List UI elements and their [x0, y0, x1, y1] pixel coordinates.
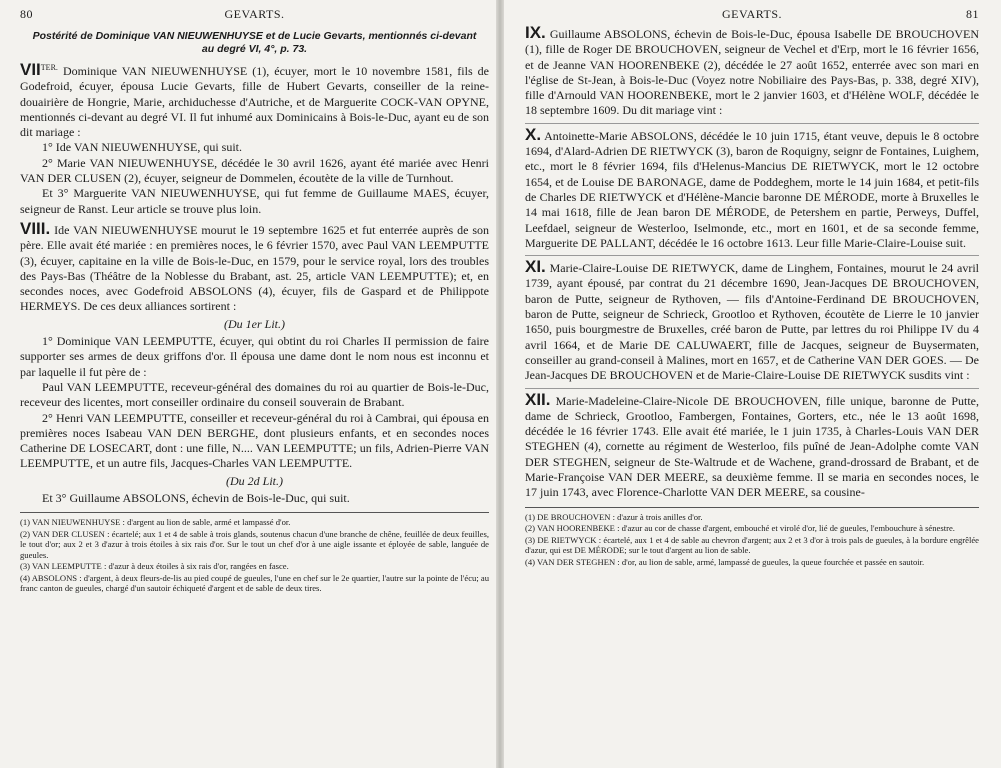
paragraph-degree-viii — [20, 218, 489, 315]
paragraph-text: Dominique VAN NIEUWENHUYSE (1), écuyer, mort le 10 novembre 1581, fils de Godefroid, écuyer, épousa Lucie Gevarts, fille de Hubert Gevarts, conseiller de la reine-douairière de Hongrie, Marie, archiduchesse d'Autriche, et de Marguerite COCK-VAN OPYNE, mentionnés ci-devant au degré VI. Il fut inhumé aux Dominicains à Bois-le-Duc, ayant eu de son dit mariage : — [20, 64, 490, 140]
marriage-label: (Du 2d Lit.) — [226, 473, 283, 488]
marriage-label: (Du 1er Lit.) — [224, 316, 285, 331]
footnote-rule — [525, 507, 979, 508]
right-page — [503, 0, 1001, 768]
footnote: (3) DE RIETWYCK : écartelé, aux 1 et 4 de sable au chevron d'argent; aux 2 et 3 d'or à trois pals de gueules, à la bordure engrêlée d'azur, qui est DE MÉRODE; sur le tout d'argent au lion de sable. — [525, 534, 979, 556]
child-entry: 1° Dominique VAN LEEMPUTTE, écuyer, qui obtint du roi Charles II permission de faire supporter ses armes de deux griffons d'or. Il épousa une dame dont le nom nous est inconnu et par laquelle il fut père de : — [20, 334, 489, 379]
left-running-title: GEVARTS. — [224, 7, 285, 21]
child-entry: Et 3° Marguerite VAN NIEUWENHUYSE, qui fut femme de Guillaume MAES, écuyer, seigneur de Ranst. Leur article se trouve plus loin. — [20, 186, 489, 216]
paragraph-text: Marie-Madeleine-Claire-Nicole DE BROUCHOVEN, fille unique, baronne de Putte, dame de Schrieck, Grootloo, Fambergen, Fontaines, Gorters, etc., née le 13 août 1698, décédée le 16 février 1743. Elle avait été mariée, le 1 juin 1735, à Charles-Louis VAN DER STEGHEN (4), cornette au régiment de Westerloo, fils puîné de Jean-Adolphe comte VAN DER STEGHEN, seigneur de Ste-Waltrude et de Wachene, grand-drossard de Brabant, et de Marie-Françoise VAN DER MEERE, sa deuxième femme. Il se maria en secondes noces, le 17 juin 1743, avec Florence-Charlotte VAN DER MEERE, sa cousine- — [525, 393, 979, 500]
child-entry: 1° Ide VAN NIEUWENHUYSE, qui suit. — [42, 140, 243, 155]
paragraph-text: Antoinette-Marie ABSOLONS, décédée le 10 juin 1715, étant veuve, depuis le 8 octobre 1694, d'Alard-Adrien DE RIETWYCK (3), baron de Roquigny, seignr de Fontaines, Luighem, etc., mort le 8 février 1694, fils d'Helenus-Mancius DE RIETWYCK, mort le 12 octobre 1654, et de Louise DE BARONAGE, dame de Poddeghem, morte le 14 juin 1684, et petit-fils de Charles DE RIETWYCK et d'Hélène-Mancie baronne DE MÉRODE, morte à Bruxelles le 14 mai 1618, fille de Jean baron DE MÉRODE, de Petershem en partie, Perweys, Duffel, Leefdael, seigneur de Westerloo, Iselmonde, etc., mort en 1601, et de sa seconde femme, Marguerite DE PALLANT, décédée le 16 octobre 1613. Leur fille Marie-Claire-Louise suit. — [525, 128, 980, 250]
right-footnotes — [525, 512, 979, 568]
footnote: (4) ABSOLONS : d'argent, à deux fleurs-de-lis au pied coupé de gueules, l'une en chef sur le 2e quartier, l'autre sur la pointe de l'écu; au franc canton de gueules, chargé d'un sautoir échiqueté d'argent et de sable de deux tires. — [20, 572, 489, 594]
child-entry: Et 3° Guillaume ABSOLONS, échevin de Bois-le-Duc, qui suit. — [42, 491, 350, 506]
child-entry: 2° Henri VAN LEEMPUTTE, conseiller et receveur-général du roi à Cambrai, qui épousa en premières noces Isabeau VAN DEN BERGHE, dont plusieurs enfants, et en secondes noces Catherine DE LOSECART, dont : une fille, N.... VAN LEEMPUTTE; un fils, Adrien-Pierre VAN LEEMPUTTE, et un autre fils, Jacques-Charles VAN LEEMPUTTE. — [20, 410, 489, 471]
paragraph-separator — [525, 388, 979, 389]
right-page-number: 81 — [966, 7, 979, 21]
paragraph-separator — [525, 123, 979, 124]
degree-marker: X. — [525, 124, 542, 144]
footnote: (1) VAN NIEUWENHUYSE : d'argent au lion de sable, armé et lampassé d'or. — [20, 517, 291, 528]
paragraph-degree-x — [525, 124, 980, 251]
right-running-head — [525, 4, 979, 26]
paragraph-text: Guillaume ABSOLONS, échevin de Bois-le-Duc, épousa Isabelle DE BROUCHOVEN (1), fille de Roger DE BROUCHOVEN, seigneur de Vechel et d'Erp, mort le 16 février 1656, et de Jeanne VAN HOORENBEKE (2), décédée le 27 août 1652, enterrée avec son mari en l'église de St-Jean, à Bois-le-Duc (Voyez notre Nobiliaire des Pays-Bas, p. 338, degré XIV), fille d'Arnould VAN HOORENBEKE, mort le 2 janvier 1603, et d'Hélène WOLF, décédée le 18 septembre 1609. Du dit mariage vint : — [525, 27, 980, 118]
footnote: (2) VAN DER CLUSEN : écartelé; aux 1 et 4 de sable à trois glands, soutenus chacun d'une branche de chêne, feuillée de deux feuilles, le tout d'or; aux 2 et 3 d'azur à trois étoiles à six rais d'or. Sur le tout un chef d'or à une aigle issante et éployée de sable, languée de gueules. — [20, 528, 489, 560]
degree-marker: XII. — [525, 389, 551, 409]
right-running-title: GEVARTS. — [721, 7, 783, 21]
footnote: (2) VAN HOORENBEKE : d'azur au cor de chasse d'argent, embouché et virolé d'or, lié de gueules, l'embouchure à sénestre. — [525, 523, 955, 534]
paragraph-degree-vii-ter — [20, 60, 489, 140]
child-entry: Paul VAN LEEMPUTTE, receveur-général des domaines du roi au quartier de Bois-le-Duc, receveur des licentes, mort conseiller ordinaire du conseil souverain de Brabant. — [20, 379, 489, 410]
left-footnotes — [20, 517, 489, 594]
left-page-number: 80 — [20, 7, 33, 21]
paragraph-degree-xi — [525, 257, 980, 383]
paragraph-degree-ix — [525, 23, 980, 119]
left-page — [0, 0, 497, 768]
footnote: (1) DE BROUCHOVEN : d'azur à trois anilles d'or. — [525, 511, 703, 522]
degree-marker: XI. — [525, 257, 546, 277]
paragraph-degree-xii — [525, 389, 979, 501]
footnote-rule — [20, 512, 489, 513]
paragraph-text: Ide VAN NIEUWENHUYSE mourut le 19 septembre 1625 et fut enterrée auprès de son père. Elle avait été mariée : en premières noces, le 6 février 1570, avec Paul VAN LEEMPUTTE (3), écuyer, capitaine en la ville de Bois-le-Duc, en 1579, pour le service royal, lors des troubles des Pays-Bas (Théâtre de la Noblesse du Brabant, ast. 25, article VAN LEEMPUTTE); et, en secondes noces, avec Godefroid ABSOLONS (4), écuyer, fils de Gaspard et de Philippote HERMEYS. De ces deux alliances sortirent : — [20, 222, 489, 314]
child-entry: 2° Marie VAN NIEUWENHUYSE, décédée le 30 avril 1626, ayant été mariée avec Henri VAN DER CLUSEN (2), écuyer, seigneur de Dommelen, écoutète de la ville de Turnhout. — [20, 155, 489, 186]
paragraph-separator — [525, 255, 979, 256]
degree-superscript: TER. — [40, 63, 58, 72]
section-heading: Postérité de Dominique VAN NIEUWENHUYSE et de Lucie Gevarts, mentionnés ci-devant au degré VI, 4°, p. 73. — [32, 30, 477, 55]
paragraph-text: Marie-Claire-Louise DE RIETWYCK, dame de Linghem, Fontaines, mourut le 24 avril 1739, ayant épousé, par contrat du 21 décembre 1690, Jean-Jacques DE BROUCHOVEN, baron de Putte, seigneur de Rythoven, — fils d'Antoine-Ferdinand DE BROUCHOVEN, baron de Putte, seigneur de Schrieck, Grootloo et Rythoven, écoutète de Lierre le 10 janvier 1650, puis bourgmestre de Bruxelles, créé baron de Putte, par lettres du roi Philippe IV du 4 avril 1664, et de Marie DE CALUWAERT, fille de Jacques, seigneur de Buysermaten, conseiller au grand-conseil à Malines, mort en 1657, et de Catherine VAN DER GOES. — De Jean-Jacques DE BROUCHOVEN et de Marie-Claire-Louise DE RIETWYCK susdits vint : — [525, 261, 980, 383]
footnote: (3) VAN LEEMPUTTE : d'azur à deux étoiles à six rais d'or, rangées en fasce. — [20, 561, 289, 572]
degree-marker: VII — [20, 60, 41, 79]
footnote: (4) VAN DER STEGHEN : d'or, au lion de sable, armé, lampassé de gueules, la queue fourchée et passée en sautoir. — [525, 556, 925, 567]
degree-marker: VIII. — [20, 218, 51, 238]
left-running-head — [20, 4, 489, 26]
degree-marker: IX. — [525, 23, 546, 42]
